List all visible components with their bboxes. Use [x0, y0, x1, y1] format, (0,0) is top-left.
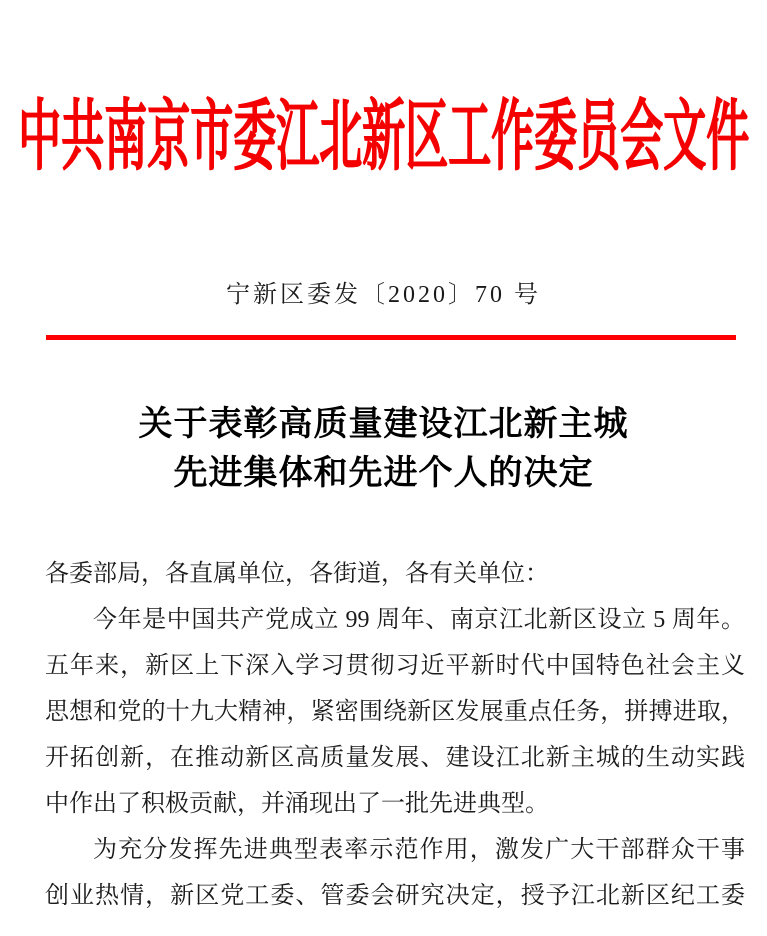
- body-line: 中作出了积极贡献，并涌现出了一批先进典型。: [45, 791, 549, 817]
- body-line: 今年是中国共产党成立 99 周年、南京江北新区设立 5 周年。: [93, 607, 745, 633]
- document-title-line1: 关于表彰高质量建设江北新主城: [138, 406, 629, 443]
- salutation-line: 各委部局，各直属单位，各街道，各有关单位：: [45, 561, 549, 587]
- document-header: [0, 76, 767, 181]
- document-title: [0, 400, 767, 498]
- issuing-authority-title: 中共南京市委江北新区工作委员会文件: [18, 95, 749, 181]
- body-line: 创业热情，新区党工委、管委会研究决定，授予江北新区纪工委: [45, 883, 745, 909]
- body-line: 五年来，新区上下深入学习贯彻习近平新时代中国特色社会主义: [45, 653, 745, 679]
- red-divider-line: [46, 335, 736, 340]
- body-line: 思想和党的十九大精神，紧密围绕新区发展重点任务，拼搏进取，: [45, 699, 745, 725]
- document-title-line2: 先进集体和先进个人的决定: [173, 455, 594, 492]
- document-body: [45, 551, 745, 919]
- document-number: 宁新区委发〔2020〕70 号: [226, 282, 541, 308]
- body-line: 为充分发挥先进典型表率示范作用，激发广大干部群众干事: [93, 837, 745, 863]
- body-line: 开拓创新，在推动新区高质量发展、建设江北新主城的生动实践: [45, 745, 745, 771]
